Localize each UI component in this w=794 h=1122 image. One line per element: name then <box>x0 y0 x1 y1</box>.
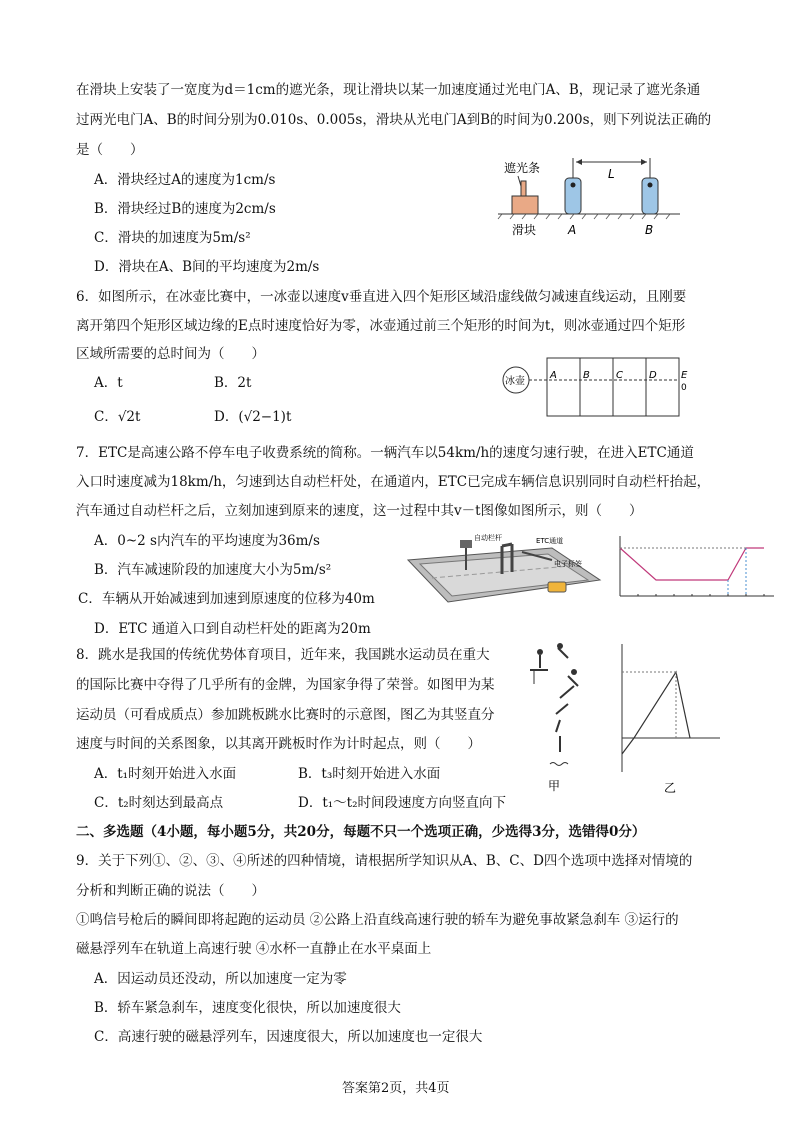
q8-line-2: 的国际比赛中夺得了几乎所有的金牌，为国家争得了荣誉。如图甲为某 <box>76 677 495 693</box>
q7-label-zone: 电子标签 <box>554 560 582 568</box>
q6-option-a: A．t <box>94 375 123 391</box>
q5-shade-label: 遮光条 <box>504 161 541 175</box>
q5-photogate-figure <box>490 148 690 240</box>
q8-line-1: 8．跳水是我国的传统优势体育项目，近年来，我国跳水运动员在重大 <box>76 647 490 663</box>
q8-line-4: 速度与时间的关系图象，以其离开跳板时作为计时起点，则（ ） <box>76 736 481 752</box>
q7-line-2: 入口时速度减为18km/h，匀速到达自动栏杆处，在通道内，ETC已完成车辆信息识别同时自动栏杆抬起， <box>76 474 711 490</box>
q5-slider-label: 滑块 <box>512 223 537 237</box>
q9-line-3: ①鸣信号枪后的瞬间即将起跑的运动员 ②公路上沿直线高速行驶的轿车为避免事故紧急刹车 ③运行的 <box>76 912 679 928</box>
q7-option-a: A．0~2 s内汽车的平均速度为36m/s <box>94 533 320 549</box>
q6-stone-label: 冰壶 <box>505 376 525 387</box>
q6-point-d: D <box>649 370 657 381</box>
q8-line-3: 运动员（可看成质点）参加跳板跳水比赛时的示意图，图乙为其竖直分 <box>76 707 495 723</box>
q6-line-2: 离开第四个矩形区域边缘的E点时速度恰好为零，冰壶通过前三个矩形的时间为t，则冰壶通过四个矩形 <box>76 318 686 334</box>
q7-car <box>548 582 566 592</box>
page-footer: 答案第2页，共4页 <box>342 1081 450 1096</box>
q6-option-d: D．(√2−1)t <box>214 409 292 425</box>
q9-option-c: C．高速行驶的磁悬浮列车，因速度很大，所以加速度也一定很大 <box>94 1029 483 1045</box>
q5-option-a: A．滑块经过A的速度为1cm/s <box>94 172 276 188</box>
q9-option-a: A．因运动员还没动，所以加速度一定为零 <box>94 971 347 987</box>
q5-line-2: 过两光电门A、B的时间分别为0.010s、0.005s，滑块从光电门A到B的时间为0.200s，则下列说法正确的 <box>76 112 712 128</box>
q8-diver-figure <box>520 636 598 796</box>
q5-shade-strip <box>521 181 526 196</box>
q7-option-c: C．车辆从开始减速到加速到原速度的位移为40m <box>78 591 375 607</box>
q7-line-3: 汽车通过自动栏杆之后，立刻加速到原来的速度，这一过程中其v－t图像如图所示，则（ ） <box>76 503 643 519</box>
q8-option-c: C．t₂时刻达到最高点 <box>94 795 224 811</box>
q6-option-b: B．2t <box>214 375 252 391</box>
q8-caption-a: 甲 <box>548 779 561 793</box>
q7-label-etc: ETC通道 <box>536 537 564 545</box>
q5-gate-a-label: A <box>568 223 577 237</box>
q6-option-c: C．√2t <box>94 409 141 425</box>
q6-line-3: 区域所需要的总时间为（ ） <box>76 346 265 362</box>
q8-vt-line <box>622 672 690 754</box>
section2-heading: 二、多选题（4小题，每小题5分，共20分，每题不只一个选项正确，少选得3分，选错得0分） <box>76 824 646 840</box>
q5-line-1: 在滑块上安装了一宽度为d＝1cm的遮光条，现让滑块以某一加速度通过光电门A、B，现记录了遮光条通 <box>76 82 701 98</box>
q7-line-1: 7．ETC是高速公路不停车电子收费系统的简称。一辆汽车以54km/h的速度匀速行驶，在进入ETC通道 <box>76 445 694 461</box>
q7-etc-illustration <box>402 530 602 608</box>
q9-line-2: 分析和判断正确的说法（ ） <box>76 883 265 899</box>
q7-vt-line <box>620 548 764 580</box>
q6-curling-figure <box>498 356 694 420</box>
q8-caption-b: 乙 <box>664 781 677 795</box>
q9-line-4: 磁悬浮列车在轨道上高速行驶 ④水杯一直静止在水平桌面上 <box>76 941 432 957</box>
q7-label-gate: 自动栏杆 <box>474 534 502 542</box>
q8-option-b: B．t₃时刻开始进入水面 <box>298 766 441 782</box>
q5-line-3: 是（ ） <box>76 142 144 158</box>
q6-point-e: E <box>681 370 688 381</box>
q7-vt-graph <box>604 532 782 612</box>
q6-point-b: B <box>583 370 590 381</box>
q6-point-c: C <box>616 370 623 381</box>
q7-option-b: B．汽车减速阶段的加速度大小为5m/s² <box>94 562 332 578</box>
q6-point-a: A <box>550 370 557 381</box>
q9-line-1: 9．关于下列①、②、③、④所述的四种情境，请根据所学知识从A、B、C、D四个选项中选择对情境的 <box>76 853 693 869</box>
q6-zero-label: 0 <box>681 383 687 393</box>
q5-gate-b-label: B <box>645 223 654 237</box>
q5-slider-block <box>512 196 538 214</box>
q5-option-c: C．滑块的加速度为5m/s² <box>94 230 251 246</box>
q7-option-d: D．ETC 通道入口到自动栏杆处的距离为20m <box>94 621 371 637</box>
q8-vt-graph <box>604 632 726 798</box>
q9-option-b: B．轿车紧急刹车，速度变化很快，所以加速度很大 <box>94 1000 401 1016</box>
q5-option-d: D．滑块在A、B间的平均速度为2m/s <box>94 259 320 275</box>
q8-option-a: A．t₁时刻开始进入水面 <box>94 766 237 782</box>
q8-option-d: D．t₁～t₂时间段速度方向竖直向下 <box>298 795 506 811</box>
q6-line-1: 6．如图所示，在冰壶比赛中，一冰壶以速度v垂直进入四个矩形区域沿虚线做匀减速直线运动，且刚要 <box>76 289 687 305</box>
q5-distance-label: L <box>608 167 615 181</box>
q5-option-b: B．滑块经过B的速度为2cm/s <box>94 201 276 217</box>
